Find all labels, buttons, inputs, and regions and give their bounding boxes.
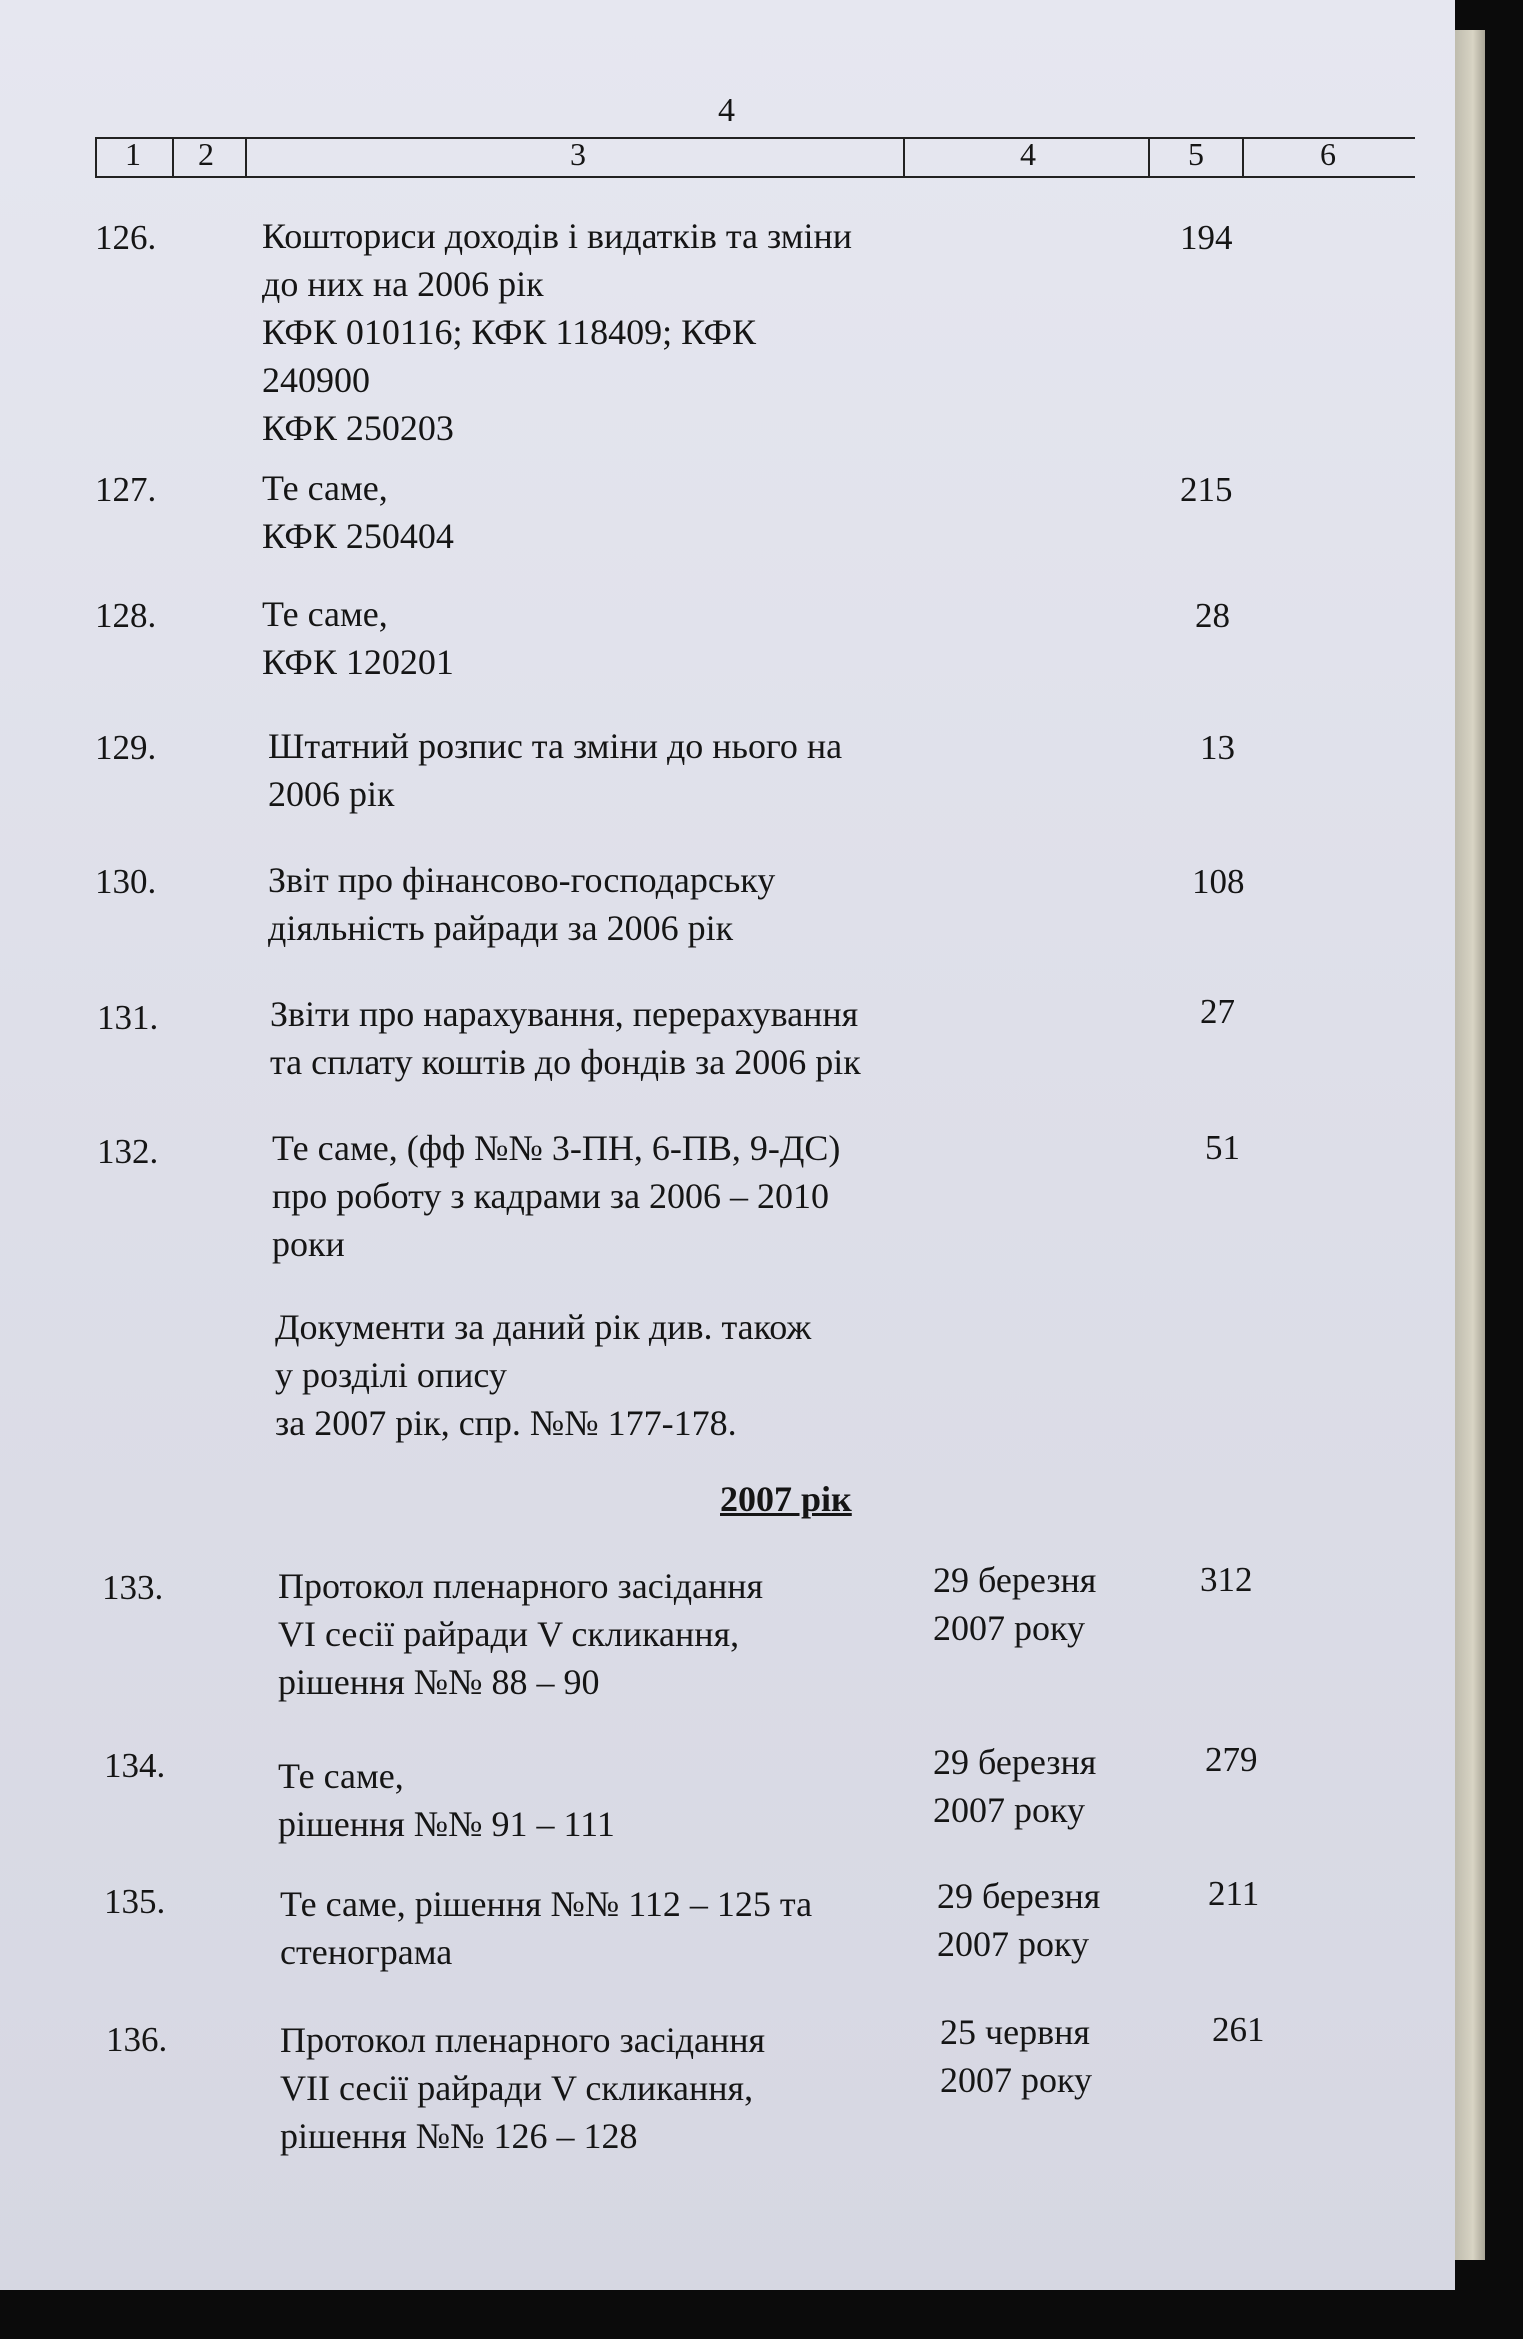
row-number: 135. <box>104 1882 166 1921</box>
row-title: Протокол пленарного засідання VI сесії райради V скликання, рішення №№ 88 – 90 <box>278 1566 764 1702</box>
section-heading-2007: 2007 рік <box>720 1479 852 1519</box>
header-divider <box>1242 137 1244 178</box>
row-sheets: 261 <box>1212 2010 1265 2049</box>
row-sheets: 28 <box>1195 596 1230 635</box>
row-date: 29 березня 2007 року <box>937 1876 1101 1964</box>
row-sheets: 108 <box>1192 862 1245 901</box>
row-sheets: 13 <box>1200 728 1235 767</box>
row-title: Те саме, (фф №№ 3-ПН, 6-ПВ, 9-ДС) про роботу з кадрами за 2006 – 2010 роки <box>272 1128 841 1264</box>
row-date: 25 червня 2007 року <box>940 2012 1092 2100</box>
row-title: Штатний розпис та зміни до нього на 2006 рік <box>268 726 843 814</box>
row-title: Те саме, рішення №№ 91 – 111 <box>278 1756 615 1844</box>
row-sheets: 312 <box>1200 1560 1253 1599</box>
header-top-rule <box>95 137 1415 139</box>
row-number: 130. <box>95 862 157 901</box>
header-col-5: 5 <box>1188 136 1204 172</box>
row-title: Те саме, КФК 120201 <box>262 594 454 682</box>
row-sheets: 194 <box>1180 218 1233 257</box>
row-date: 29 березня 2007 року <box>933 1560 1097 1648</box>
row-number: 133. <box>102 1568 164 1607</box>
header-divider <box>172 137 174 178</box>
row-sheets: 211 <box>1208 1874 1260 1913</box>
header-col-3: 3 <box>570 136 586 172</box>
row-date: 29 березня 2007 року <box>933 1742 1097 1830</box>
adjacent-page-edge <box>1455 30 1485 2260</box>
row-number: 134. <box>104 1746 166 1785</box>
row-number: 136. <box>106 2020 168 2059</box>
row-title: Те саме, рішення №№ 112 – 125 та стенограма <box>280 1884 813 1972</box>
row-sheets: 51 <box>1205 1128 1240 1167</box>
row-title: Кошториси доходів і видатків та зміни до них на 2006 рік КФК 010116; КФК 118409; КФК 240900 КФК 250203 <box>262 216 853 448</box>
row-title: Звіт про фінансово-господарську діяльність райради за 2006 рік <box>268 860 776 948</box>
row-sheets: 279 <box>1205 1740 1258 1779</box>
header-divider <box>95 137 97 178</box>
header-col-1: 1 <box>125 136 141 172</box>
header-divider <box>1148 137 1150 178</box>
row-title: Протокол пленарного засідання VII сесії райради V скликання, рішення №№ 126 – 128 <box>280 2020 766 2156</box>
row-number: 131. <box>97 998 159 1037</box>
row-number: 126. <box>95 218 157 257</box>
header-divider <box>903 137 905 178</box>
row-sheets: 27 <box>1200 992 1235 1031</box>
row-number: 132. <box>97 1132 159 1171</box>
header-col-4: 4 <box>1020 136 1036 172</box>
section-note: Документи за даний рік див. також у розділі опису за 2007 рік, спр. №№ 177-178. <box>275 1307 812 1443</box>
page-number: 4 <box>718 92 735 129</box>
row-sheets: 215 <box>1180 470 1233 509</box>
row-number: 127. <box>95 470 157 509</box>
row-number: 128. <box>95 596 157 635</box>
row-title: Те саме, КФК 250404 <box>262 468 454 556</box>
header-divider <box>245 137 247 178</box>
header-bottom-rule <box>95 176 1415 178</box>
row-number: 129. <box>95 728 157 767</box>
header-col-6: 6 <box>1320 136 1336 172</box>
row-title: Звіти про нарахування, перерахування та сплату коштів до фондів за 2006 рік <box>270 994 861 1082</box>
header-col-2: 2 <box>198 136 214 172</box>
